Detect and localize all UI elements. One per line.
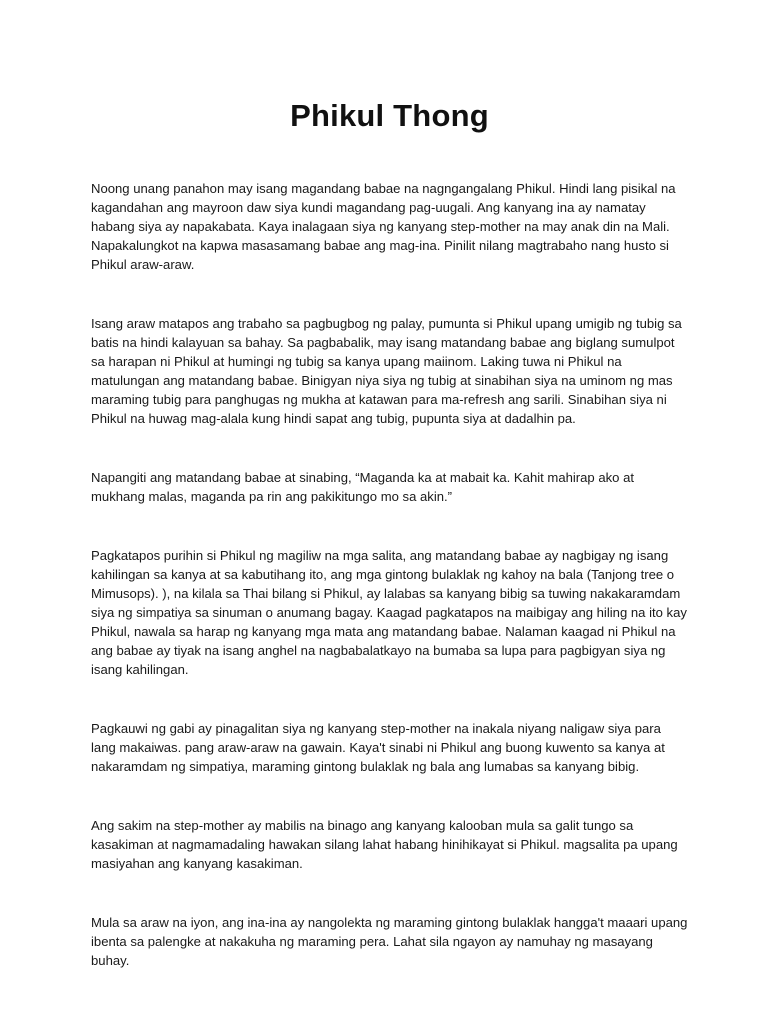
document-title: Phikul Thong	[290, 98, 489, 133]
story-paragraph: Noong unang panahon may isang magandang babae na nagngangalang Phikul. Hindi lang pisikal na kagandahan ang mayroon daw siya kundi magandang pag-uugali. Ang kanyang ina ay namatay habang siya ay napakabata. Kaya inalagaan siya ng kanyang step-mother na may anak din na Mali. Napakalungkot na kapwa masasamang babae ang mag-ina. Pinilit nilang magtrabaho nang husto si Phikul araw-araw.	[91, 181, 676, 272]
story-paragraph: Pagkauwi ng gabi ay pinagalitan siya ng kanyang step-mother na inakala niyang naligaw siya para lang makaiwas. pang araw-araw na gawain. Kaya't sinabi ni Phikul ang buong kuwento sa kanya at nakaramdam ng simpatiya, maraming gintong bulaklak ng bala ang lumabas sa kanyang bibig.	[91, 721, 665, 774]
story-paragraph: Ang sakim na step-mother ay mabilis na binago ang kanyang kalooban mula sa galit tungo sa kasakiman at nagmamadaling hawakan silang lahat habang hinihikayat si Phikul. magsalita pa upang masiyahan ang kanyang kasakiman.	[91, 818, 678, 871]
story-paragraph: Napangiti ang matandang babae at sinabing, “Maganda ka at mabait ka. Kahit mahirap ako at mukhang malas, maganda pa rin ang pakikitungo mo sa akin.”	[91, 470, 635, 504]
story-paragraph: Isang araw matapos ang trabaho sa pagbugbog ng palay, pumunta si Phikul upang umigib ng tubig sa batis na hindi kalayuan sa bahay. Sa pagbabalik, may isang matandang babae ang biglang sumulpot sa harapan ni Phikul at humingi ng tubig sa kanya upang maiinom. Laking tuwa ni Phikul na matulungan ang matandang babae. Binigyan niya siya ng tubig at sinabihan siya na uminom ng mas maraming tubig para panghugas ng mukha at katawan para ma-refresh ang sarili. Sinabihan siya ni Phikul na huwag mag-alala kung hindi sapat ang tubig, pupunta siya at dadalhin pa.	[91, 316, 682, 426]
story-paragraph: Pagkatapos purihin si Phikul ng magiliw na mga salita, ang matandang babae ay nagbigay ng isang kahilingan sa kanya at sa kabutihang ito, ang mga gintong bulaklak ng kahoy na bala (Tanjong tree o Mimusops). ), na kilala sa Thai bilang si Phikul, ay lalabas sa kanyang bibig sa tuwing nakakaramdam siya ng simpatiya sa sinuman o anumang bagay. Kaagad pagkatapos na maibigay ang hiling na ito kay Phikul, nawala sa harap ng kanyang mga mata ang matandang babae. Nalaman kaagad ni Phikul na ang babae ay tiyak na isang anghel na nagbabalatkayo na bumaba sa lupa para pagbigyan siya ng isang kahilingan.	[91, 548, 687, 677]
story-paragraph: Mula sa araw na iyon, ang ina-ina ay nangolekta ng maraming gintong bulaklak hangga't maaari upang ibenta sa palengke at nakakuha ng maraming pera. Lahat sila ngayon ay namuhay ng masayang buhay.	[91, 915, 688, 968]
